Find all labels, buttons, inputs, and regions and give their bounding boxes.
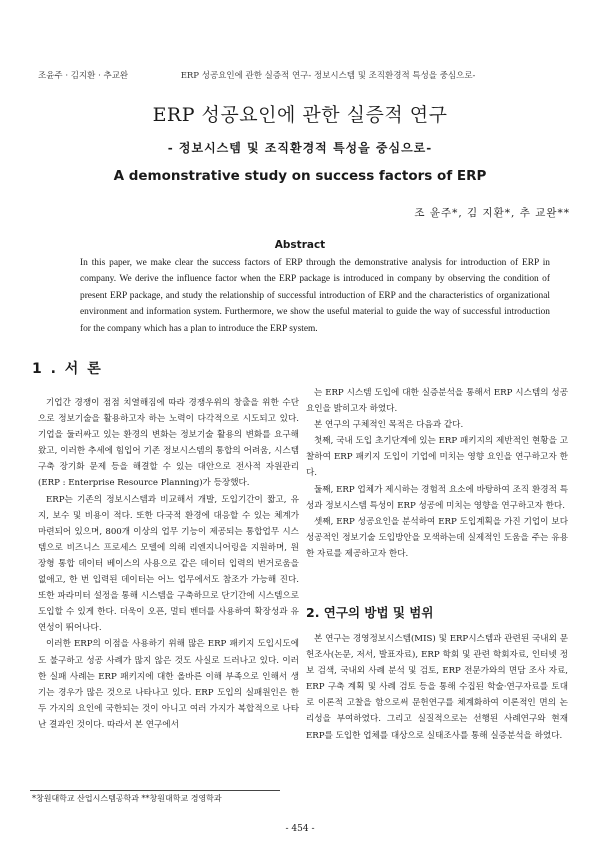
running-header-authors: 조윤주 · 김지환 · 추교완 xyxy=(38,71,129,81)
right-column xyxy=(306,385,568,562)
abstract-heading: Abstract xyxy=(274,239,326,251)
author-list: 조 윤주*, 김 지환*, 추 교완** xyxy=(414,207,570,219)
title-block xyxy=(0,100,600,184)
intro-paragraph: 본 연구의 구체적인 목적은 다음과 같다. xyxy=(314,420,464,431)
section-2-body xyxy=(306,631,568,744)
intro-paragraph: 둘째, ERP 업체가 제시하는 경험적 요소에 바탕하여 조직 환경적 특성과 정보시스템 특성이 ERP 성공에 미치는 영향을 연구하고자 한다. xyxy=(306,484,568,511)
intro-paragraph: ERP는 기존의 정보시스템과 비교해서 개발, 도입기간이 짧고, 유지, 보수 및 비용이 적다. 또한 다국적 환경에 대응할 수 있는 체계가 마련되어 있으며, 800개 이상의 업무 기능이 제공되는 통합업무 시스템으로 비즈니스 프로세스 모델에 의해 리엔지니어링을 지원하며, 원장형 통합 데이터 베이스의 사용으로 같은 데이터 입력의 번거로움을 없애고, 한 번 입력된 데이터는 어느 업무에서도 참조가 가능해 진다. 또한 파라미터 설정을 통해 시스템을 구축하므로 단기간에 시스템으로 도입할 수 있게 한다. 더욱이 오픈, 멀티 벤더를 사용하여 확장성과 유연성이 뛰어나다. xyxy=(38,494,299,634)
intro-paragraph: 셋째, ERP 성공요인을 분석하여 ERP 도입계획을 가진 기업이 보다 성공적인 정보기술 도입방안을 모색하는데 실제적인 도움을 주는 유용한 자료를 제공하고자 한다. xyxy=(306,516,568,559)
paper-subtitle: - 정보시스템 및 조직환경적 특성을 중심으로- xyxy=(167,141,433,155)
footnote-divider xyxy=(30,790,280,791)
running-header-title: ERP 성공요인에 관한 실증적 연구- 정보시스템 및 조직환경적 특성을 중심으로- xyxy=(180,71,476,81)
abstract-body: In this paper, we make clear the success factors of ERP through the demonstrative analysis for introduction of ERP in company. We derive the influence factor when the ERP package is introduced in company by observing the condition of present ERP package, and study the relationship of successful introduction of ERP and the characteristics of organizational environment and information system. Furthermore, we show the useful material to guide the way of successful introduction for the company which has a plan to introduce the ERP system. xyxy=(80,258,550,334)
intro-paragraph: 기업간 경쟁이 점점 치열해짐에 따라 경쟁우위의 창출을 위한 수단으로 정보기술을 활용하고자 하는 노력이 다각적으로 시도되고 있다. 기업을 둘러싸고 있는 환경의 변화는 정보기술 활용의 변화를 요구해왔고, 이러한 추세에 힘입어 기존 정보시스템의 통합의 어려움, 시스템 구축 장기화 문제 등을 해결할 수 있는 대안으로 전사적 자원관리 (ERP : Enterprise Resource Planning)가 등장했다. xyxy=(38,398,299,489)
intro-paragraph: 는 ERP 시스템 도입에 대한 실증분석을 통해서 ERP 시스템의 성공요인을 밝히고자 하였다. xyxy=(306,388,568,415)
section-1-heading: 1 . 서 론 xyxy=(32,361,103,377)
paper-title-english: A demonstrative study on success factors of ERP xyxy=(113,168,487,184)
page-number: - 454 - xyxy=(285,824,315,834)
footnote: *창원대학교 산업시스템공학과 **창원대학교 경영학과 xyxy=(32,794,222,803)
intro-paragraph: 첫째, 국내 도입 초기단계에 있는 ERP 패키지의 제반적인 현황을 고찰하여 ERP 패키지 도입이 기업에 미치는 영향 요인을 연구하고자 한다. xyxy=(306,436,568,479)
intro-paragraph: 이러한 ERP의 이점을 사용하기 위해 많은 ERP 패키지 도입시도에도 불구하고 성공 사례가 많지 않은 것도 사실로 드러나고 있다. 이러한 실패 사례는 ERP 패키지에 대한 올바른 이해 부족으로 인해서 생기는 경우가 많은 것으로 나타나고 있다. ERP 도입의 실패원인은 한두 가지의 요인에 국한되는 것이 아니고 여러 가지가 복합적으로 나타난 결과인 것이다. 따라서 본 연구에서 xyxy=(38,639,299,730)
paper-title: ERP 성공요인에 관한 실증적 연구 xyxy=(152,104,448,126)
method-paragraph: 본 연구는 경영정보시스템(MIS) 및 ERP시스템과 관련된 국내외 문헌조사(논문, 저서, 발표자료), ERP 학회 및 관련 학회자료, 인터넷 정보 검색, 국내외 사례 분석 및 검토, ERP 전문가와의 면담 조사 자료, ERP 구축 계획 및 사례 검토 등을 통해 수집된 학술·연구자료를 토대로 이론적 고찰을 함으로써 문헌연구를 체계화하여 이론적인 면의 논리성을 부여하였다. 그리고 실질적으로는 선행된 사례연구와 현재 ERP를 도입한 업체를 대상으로 실태조사를 통해 실증분석을 하였다. xyxy=(306,634,568,741)
running-header xyxy=(38,69,570,81)
section-2-heading: 2. 연구의 방법 및 범위 xyxy=(306,605,434,620)
left-column xyxy=(38,395,299,733)
